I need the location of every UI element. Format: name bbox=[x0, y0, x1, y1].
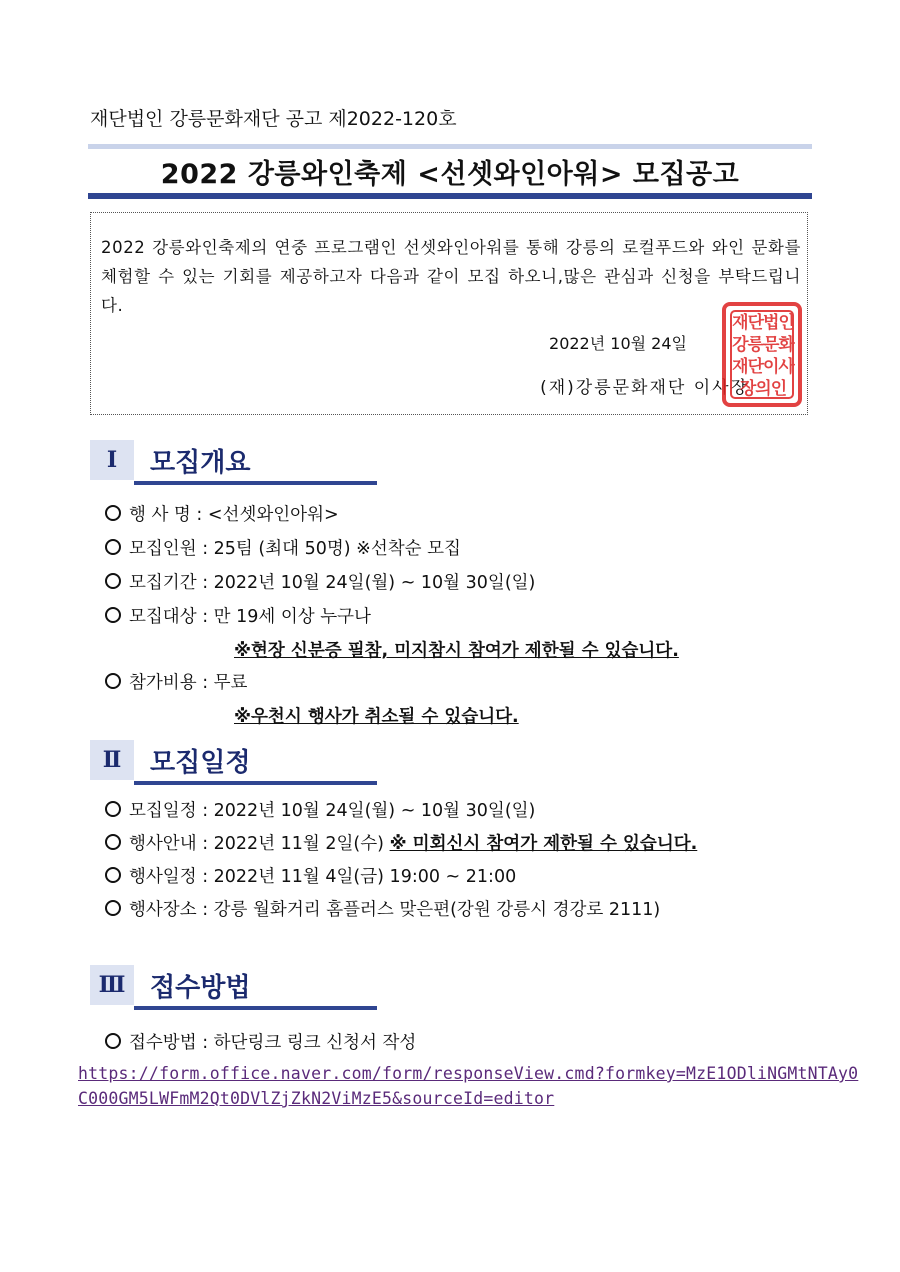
list-item: 모집대상 : 만 19세 이상 누구나 bbox=[105, 603, 371, 628]
section-number: Ⅰ bbox=[90, 440, 134, 480]
section-number: Ⅲ bbox=[90, 965, 134, 1005]
notice-number: 재단법인 강릉문화재단 공고 제2022-120호 bbox=[90, 108, 457, 130]
circle-bullet-icon bbox=[105, 1033, 121, 1049]
item-value: 25팀 (최대 50명) ※선착순 모집 bbox=[213, 539, 461, 559]
circle-bullet-icon bbox=[105, 505, 121, 521]
item-label: 접수방법 bbox=[129, 1033, 197, 1053]
circle-bullet-icon bbox=[105, 673, 121, 689]
list-item: 참가비용 : 무료 bbox=[105, 669, 247, 694]
list-item: 모집기간 : 2022년 10월 24일(월) ~ 10월 30일(일) bbox=[105, 569, 535, 594]
item-value: 무료 bbox=[213, 673, 248, 693]
item-label: 참가비용 bbox=[129, 673, 197, 693]
circle-bullet-icon bbox=[105, 539, 121, 555]
title-top-rule bbox=[88, 144, 812, 149]
section-underline bbox=[134, 1006, 377, 1010]
item-value: 하단링크 링크 신청서 작성 bbox=[213, 1033, 417, 1053]
application-form-link-continued[interactable]: C000GM5LWFmM2Qt0DVlZjZkN2ViMzE5&sourceId=editor bbox=[78, 1089, 555, 1108]
item-label: 모집인원 bbox=[129, 539, 197, 559]
list-item: 행사장소 : 강릉 월화거리 홈플러스 맞은편(강원 강릉시 경강로 2111) bbox=[105, 896, 660, 921]
circle-bullet-icon bbox=[105, 801, 121, 817]
official-seal-stamp bbox=[722, 302, 802, 407]
circle-bullet-icon bbox=[105, 607, 121, 623]
item-label: 모집일정 bbox=[129, 801, 197, 821]
list-item: 모집일정 : 2022년 10월 24일(월) ~ 10월 30일(일) bbox=[105, 797, 535, 822]
section-title: 접수방법 bbox=[150, 973, 251, 1003]
circle-bullet-icon bbox=[105, 834, 121, 850]
intro-text: 2022 강릉와인축제의 연중 프로그램인 선셋와인아워를 통해 강릉의 로컬푸드와 와인 문화를 체험할 수 있는 기회를 제공하고자 다음과 같이 모집 하오니,많은 관심과 신청을 부탁드립니다. bbox=[101, 238, 801, 315]
circle-bullet-icon bbox=[105, 900, 121, 916]
list-item: 모집인원 : 25팀 (최대 50명) ※선착순 모집 bbox=[105, 535, 461, 560]
item-label: 모집기간 bbox=[129, 573, 197, 593]
item-label: 행사안내 bbox=[129, 834, 197, 854]
seal-text: 재단법인강릉문화재단이사장의인 bbox=[732, 313, 794, 399]
id-required-note: ※현장 신분증 필참, 미지참시 참여가 제한될 수 있습니다. bbox=[234, 641, 679, 661]
item-value: 2022년 11월 4일(금) 19:00 ~ 21:00 bbox=[213, 867, 517, 887]
circle-bullet-icon bbox=[105, 573, 121, 589]
section-2-header bbox=[90, 740, 380, 786]
rain-cancel-note: ※우천시 행사가 취소될 수 있습니다. bbox=[234, 707, 519, 727]
title-bottom-rule bbox=[88, 193, 812, 199]
item-value: 2022년 11월 2일(수) bbox=[213, 834, 384, 854]
section-3-header bbox=[90, 965, 380, 1011]
intro-organization: (재)강릉문화재단 이사장 bbox=[540, 378, 749, 398]
section-underline bbox=[134, 781, 377, 785]
section-title: 모집개요 bbox=[150, 448, 251, 478]
page-title: 2022 강릉와인축제 <선셋와인아워> 모집공고 bbox=[160, 159, 740, 190]
item-label: 행사장소 bbox=[129, 900, 197, 920]
item-value: 2022년 10월 24일(월) ~ 10월 30일(일) bbox=[213, 801, 536, 821]
circle-bullet-icon bbox=[105, 867, 121, 883]
intro-box bbox=[90, 212, 808, 415]
list-item: 행사일정 : 2022년 11월 4일(금) 19:00 ~ 21:00 bbox=[105, 863, 516, 888]
item-value: 강릉 월화거리 홈플러스 맞은편(강원 강릉시 경강로 2111) bbox=[213, 900, 661, 920]
intro-date: 2022년 10월 24일 bbox=[549, 334, 687, 353]
item-label: 모집대상 bbox=[129, 607, 197, 627]
section-title: 모집일정 bbox=[150, 748, 251, 778]
item-label: 행 사 명 bbox=[129, 505, 191, 525]
item-value: 만 19세 이상 누구나 bbox=[213, 607, 371, 627]
section-1-header bbox=[90, 440, 380, 486]
section-number: Ⅱ bbox=[90, 740, 134, 780]
list-item: 행사안내 : 2022년 11월 2일(수) ※ 미회신시 참여가 제한될 수 있습니다. bbox=[105, 830, 697, 855]
item-value: <선셋와인아워> bbox=[207, 505, 339, 525]
application-form-link[interactable]: https://form.office.naver.com/form/responseView.cmd?formkey=MzE1ODliNGMtNTAy0 bbox=[78, 1064, 859, 1083]
item-value: 2022년 10월 24일(월) ~ 10월 30일(일) bbox=[213, 573, 536, 593]
no-reply-note: ※ 미회신시 참여가 제한될 수 있습니다. bbox=[389, 834, 698, 854]
item-label: 행사일정 bbox=[129, 867, 197, 887]
section-underline bbox=[134, 481, 377, 485]
list-item: 행 사 명 : <선셋와인아워> bbox=[105, 501, 339, 526]
list-item: 접수방법 : 하단링크 링크 신청서 작성 bbox=[105, 1029, 416, 1054]
